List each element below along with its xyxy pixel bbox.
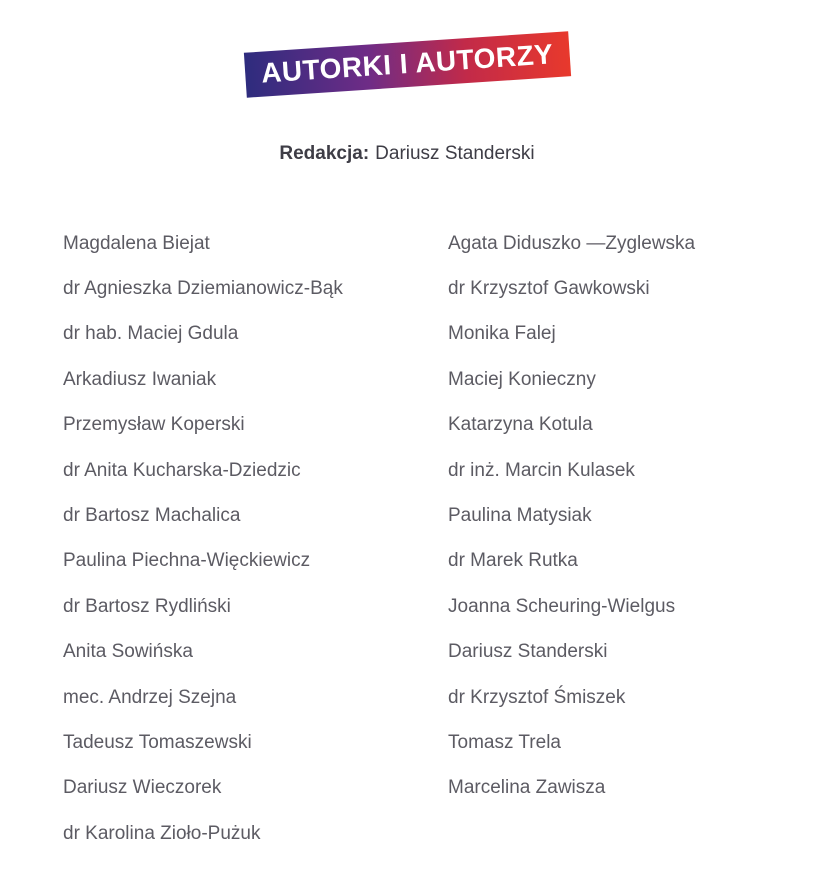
author-name: Agata Diduszko —Zyglewska <box>448 232 696 254</box>
author-name: dr Bartosz Machalica <box>63 505 241 527</box>
author-name: Katarzyna Kotula <box>448 414 593 436</box>
author-name: Paulina Piechna-Więckiewicz <box>63 550 311 572</box>
editor-label: Redakcja: <box>279 143 370 164</box>
author-name: mec. Andrzej Szejna <box>63 686 237 708</box>
author-name: Paulina Matysiak <box>448 505 592 527</box>
author-name: dr Krzysztof Gawkowski <box>448 278 650 300</box>
editor-name: Dariusz Standerski <box>375 143 535 164</box>
author-name: Magdalena Biejat <box>63 232 210 254</box>
author-name: Joanna Scheuring-Wielgus <box>448 595 676 617</box>
banner <box>0 0 814 87</box>
author-name: Tadeusz Tomaszewski <box>63 731 252 753</box>
author-name: Dariusz Standerski <box>448 641 608 663</box>
author-name: dr hab. Maciej Gdula <box>63 323 239 345</box>
author-name: Monika Falej <box>448 323 556 345</box>
banner-title: AUTORKI I AUTORZY <box>259 38 554 89</box>
author-name: Przemysław Koperski <box>63 414 245 436</box>
authors-column-right <box>448 221 695 856</box>
author-name: Tomasz Trela <box>448 731 561 753</box>
banner-ribbon <box>244 31 571 97</box>
author-name: Marcelina Zawisza <box>448 777 606 799</box>
author-name: dr Karolina Zioło-Pużuk <box>63 822 261 844</box>
author-name: Anita Sowińska <box>63 641 193 663</box>
authors-columns <box>0 221 814 856</box>
author-name: Arkadiusz Iwaniak <box>63 368 217 390</box>
author-name: dr Anita Kucharska-Dziedzic <box>63 459 301 481</box>
authors-column-left <box>63 221 448 856</box>
author-name: dr Agnieszka Dziemianowicz-Bąk <box>63 278 343 300</box>
author-name: dr inż. Marcin Kulasek <box>448 459 635 481</box>
author-name: Maciej Konieczny <box>448 368 596 390</box>
author-name: dr Krzysztof Śmiszek <box>448 686 626 708</box>
author-name: Dariusz Wieczorek <box>63 777 222 799</box>
author-name: dr Marek Rutka <box>448 550 578 572</box>
author-name: dr Bartosz Rydliński <box>63 595 231 617</box>
editor-line <box>0 143 814 165</box>
